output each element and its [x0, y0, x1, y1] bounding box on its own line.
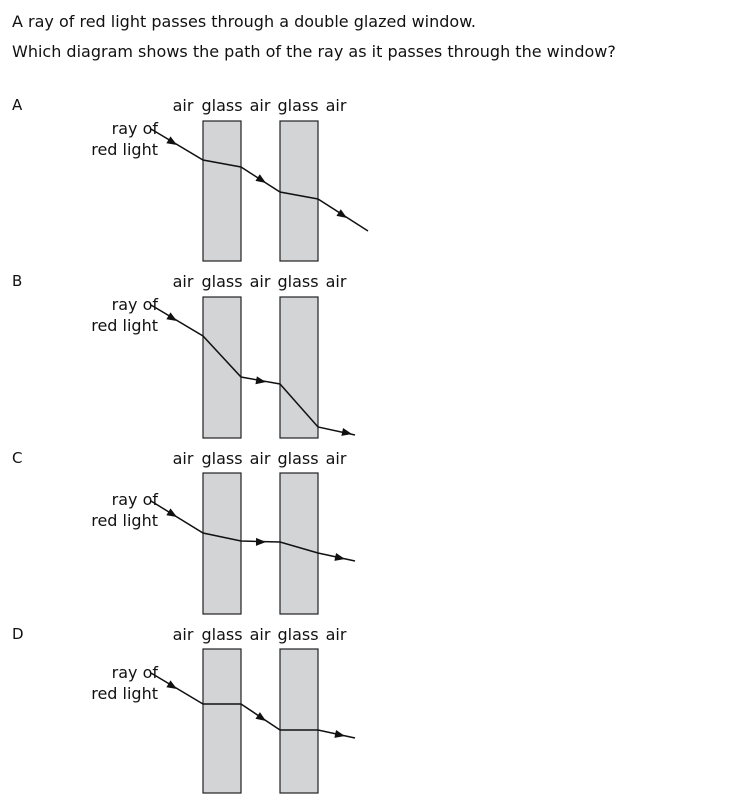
medium-label-air-1: air — [172, 96, 194, 115]
ray-arrowhead — [166, 312, 179, 324]
light-ray — [151, 673, 355, 738]
ray-label-line-2: red light — [91, 684, 158, 703]
ray-arrowhead — [166, 136, 179, 148]
ray-arrowhead — [255, 712, 268, 724]
option-letter: C — [12, 449, 23, 467]
glass-pane-1 — [203, 297, 241, 438]
option-d[interactable] — [0, 625, 733, 801]
medium-label-air-2: air — [249, 96, 271, 115]
medium-label-air-3: air — [325, 96, 347, 115]
medium-label-glass-1: glass — [201, 96, 243, 115]
medium-label-air-1: air — [172, 272, 194, 291]
ray-label-line-2: red light — [91, 511, 158, 530]
medium-label-glass-1: glass — [201, 449, 243, 468]
window-diagram-a — [0, 96, 733, 272]
glass-pane-2 — [280, 649, 318, 793]
medium-label-glass-2: glass — [277, 625, 319, 644]
option-a[interactable] — [0, 96, 733, 272]
light-ray — [151, 501, 355, 561]
option-letter: B — [12, 272, 23, 290]
option-letter: A — [12, 96, 23, 114]
medium-label-air-3: air — [325, 625, 347, 644]
medium-label-air-1: air — [172, 625, 194, 644]
ray-label-line-1: ray of — [111, 490, 158, 509]
glass-pane-2 — [280, 297, 318, 438]
option-b[interactable] — [0, 272, 733, 448]
light-ray — [151, 305, 355, 435]
option-letter: D — [12, 625, 24, 643]
medium-label-glass-2: glass — [277, 272, 319, 291]
medium-label-air-2: air — [249, 625, 271, 644]
ray-arrowhead — [341, 428, 352, 438]
medium-label-air-3: air — [325, 272, 347, 291]
medium-label-air-1: air — [172, 449, 194, 468]
ray-label-line-1: ray of — [111, 119, 158, 138]
ray-label-line-2: red light — [91, 316, 158, 335]
medium-label-glass-1: glass — [201, 272, 243, 291]
ray-arrowhead — [166, 508, 179, 520]
medium-label-air-3: air — [325, 449, 347, 468]
ray-label-line-2: red light — [91, 140, 158, 159]
medium-label-glass-1: glass — [201, 625, 243, 644]
ray-arrowhead — [336, 209, 349, 221]
window-diagram-c — [0, 449, 733, 625]
question-line-1: A ray of red light passes through a double glazed window. — [12, 12, 476, 31]
window-diagram-d — [0, 625, 733, 801]
medium-label-air-2: air — [249, 449, 271, 468]
question-line-2: Which diagram shows the path of the ray as it passes through the window? — [12, 42, 616, 61]
medium-label-glass-2: glass — [277, 96, 319, 115]
ray-label-line-1: ray of — [111, 295, 158, 314]
option-c[interactable] — [0, 449, 733, 625]
ray-arrowhead — [166, 680, 179, 692]
ray-label-line-1: ray of — [111, 663, 158, 682]
glass-pane-1 — [203, 473, 241, 614]
medium-label-air-2: air — [249, 272, 271, 291]
glass-pane-1 — [203, 121, 241, 261]
window-diagram-b — [0, 272, 733, 448]
ray-arrowhead — [256, 538, 266, 546]
ray-arrowhead — [255, 174, 268, 186]
medium-label-glass-2: glass — [277, 449, 319, 468]
glass-pane-1 — [203, 649, 241, 793]
glass-pane-2 — [280, 121, 318, 261]
